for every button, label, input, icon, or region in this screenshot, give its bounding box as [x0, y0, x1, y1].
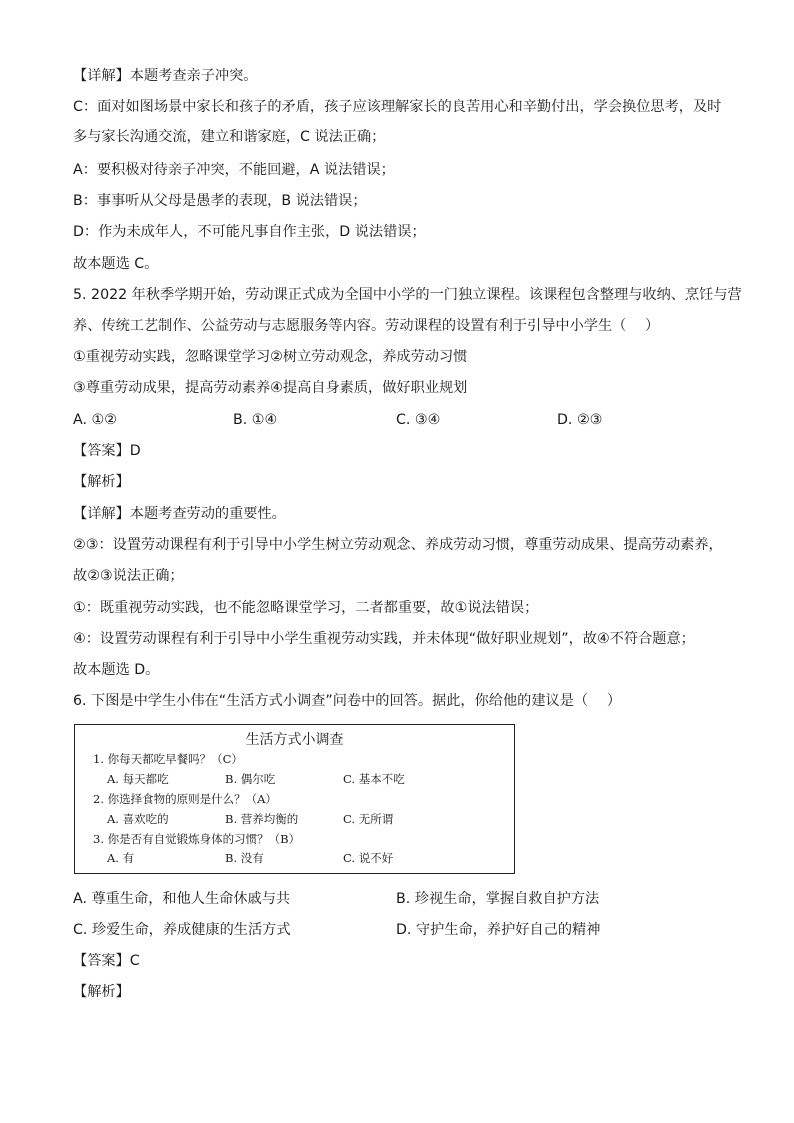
- survey-q1-option-b: B. 偶尔吃: [225, 772, 276, 786]
- survey-question-1: 1. 你每天都吃早餐吗？（C）: [93, 752, 243, 766]
- question-5-statements-1: ①重视劳动实践，忽略课堂学习②树立劳动观念，养成劳动习惯: [73, 349, 468, 365]
- q6-option-a: A. 尊重生命，和他人生命休戚与共: [73, 891, 291, 907]
- q5-explanation-3: ①：既重视劳动实践，也不能忽略课堂学习，二者都重要，故①说法错误；: [73, 600, 539, 616]
- q5-option-b: B. ①④: [233, 412, 278, 428]
- survey-question-3: 3. 你是否有自觉锻炼身体的习惯？（B）: [93, 832, 301, 846]
- explanation-a: A：要积极对待亲子冲突，不能回避，A 说法错误；: [73, 162, 395, 178]
- explanation-c-line2: 多与家长沟通交流，建立和谐家庭，C 说法正确；: [73, 129, 386, 145]
- q5-option-c: C. ③④: [396, 412, 441, 428]
- q6-answer: 【答案】C: [73, 953, 140, 969]
- question-6: 6. 下图是中学生小伟在“生活方式小调查”问卷中的回答。据此，你给他的建议是（ ）: [73, 693, 622, 709]
- q5-explanation-4: ④：设置劳动课程有利于引导中小学生重视劳动实践，并未体现“做好职业规划”，故④不符合题意；: [73, 631, 695, 647]
- q6-analysis-heading: 【解析】: [73, 984, 130, 1000]
- survey-q3-option-a: A. 有: [107, 851, 135, 865]
- q5-detail-heading: 【详解】本题考查劳动的重要性。: [73, 506, 286, 522]
- survey-q2-option-a: A. 喜欢吃的: [107, 812, 169, 826]
- explanation-c-line1: C：面对如图场景中家长和孩子的矛盾，孩子应该理解家长的良苦用心和辛勤付出，学会换位思考，及时: [73, 99, 722, 115]
- q5-analysis-heading: 【解析】: [73, 474, 130, 490]
- q5-option-a: A. ①②: [73, 412, 117, 428]
- survey-q2-option-c: C. 无所谓: [343, 812, 394, 826]
- q5-option-d: D. ②③: [557, 412, 603, 428]
- q5-conclusion: 故本题选 D。: [73, 662, 160, 678]
- survey-q1-option-c: C. 基本不吃: [343, 772, 405, 786]
- q5-answer: 【答案】D: [73, 443, 141, 459]
- survey-table: [74, 724, 515, 874]
- detail-heading: 【详解】本题考查亲子冲突。: [73, 68, 258, 84]
- explanation-b: B：事事听从父母是愚孝的表现，B 说法错误；: [73, 193, 367, 209]
- question-5-statements-2: ③尊重劳动成果，提高劳动素养④提高自身素质，做好职业规划: [73, 380, 468, 396]
- question-5-line1: 5. 2022 年秋季学期开始，劳动课正式成为全国中小学的一门独立课程。该课程包含整理与收纳、烹饪与营: [73, 287, 742, 303]
- conclusion-q4: 故本题选 C。: [73, 256, 159, 272]
- q5-explanation-1: ②③：设置劳动课程有利于引导中小学生树立劳动观念、养成劳动习惯，尊重劳动成果、提高劳动素养，: [73, 537, 723, 553]
- survey-q1-option-a: A. 每天都吃: [107, 772, 169, 786]
- question-5-line2: 养、传统工艺制作、公益劳动与志愿服务等内容。劳动课程的设置有利于引导中小学生（ ）: [73, 318, 660, 334]
- explanation-d: D：作为未成年人，不可能凡事自作主张，D 说法错误；: [73, 224, 426, 240]
- survey-title: 生活方式小调查: [245, 732, 344, 748]
- q5-explanation-2: 故②③说法正确；: [73, 568, 184, 584]
- q6-option-c: C. 珍爱生命，养成健康的生活方式: [73, 922, 291, 938]
- survey-q2-option-b: B. 营养均衡的: [225, 812, 299, 826]
- survey-q3-option-c: C. 说不好: [343, 851, 394, 865]
- q6-option-b: B. 珍视生命，掌握自救自护方法: [396, 891, 600, 907]
- survey-question-2: 2. 你选择食物的原则是什么？（A）: [93, 792, 277, 806]
- q6-option-d: D. 守护生命，养护好自己的精神: [396, 922, 601, 938]
- survey-q3-option-b: B. 没有: [225, 851, 264, 865]
